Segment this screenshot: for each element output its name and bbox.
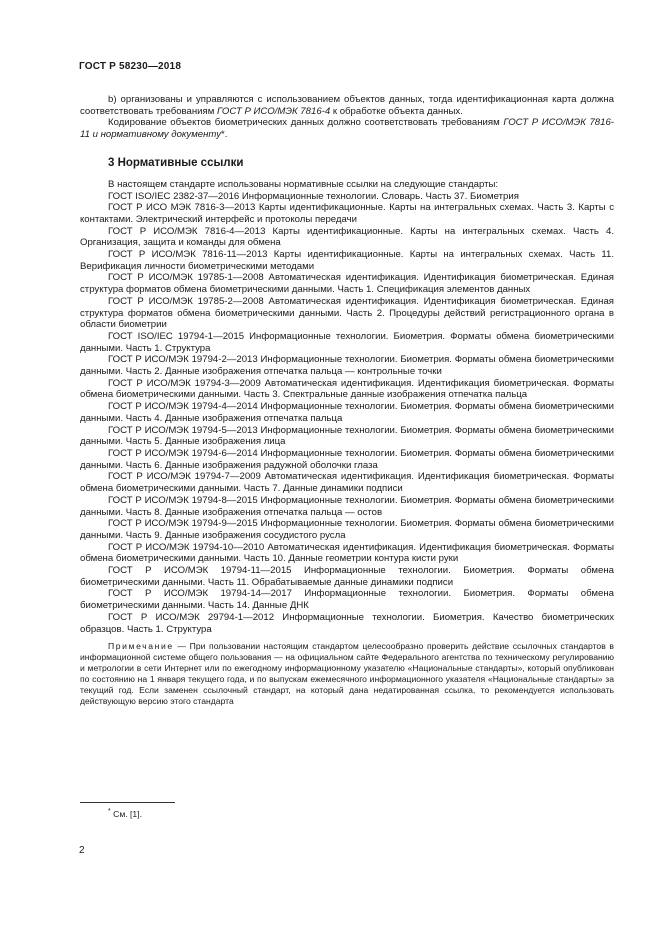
standard-reference: ГОСТ Р ИСО/МЭК 7816-4 — [216, 105, 331, 117]
reference-item: ГОСТ Р ИСО/МЭК 19785-2—2008 Автоматическая идентификация. Идентификация биометрическая. Единая структура форматов обмена биометрическими данными. Часть 2. Процедуры действий регистрационного органа в области биометрии — [80, 295, 614, 331]
note-text: — При пользовании настоящим стандартом целесообразно проверить действие ссылочных стандартов в информационной системе общего пользования — на официальном сайте Федерального агентства по техническому регулированию и метрологии в сети Интернет или по ежегодному информационному указателю «Национальные стандарты», который опубликован по состоянию на 1 января текущего года, и по выпускам ежемесячного информационного указателя «Национальные стандарты» за текущий год. Если заменен ссылочный стандарт, на который дана недатированная ссылка, то рекомендуется использовать действующую версию этого стандарта — [80, 641, 614, 706]
reference-item: ГОСТ Р ИСО/МЭК 29794-1—2012 Информационные технологии. Биометрия. Качество биометрических образцов. Часть 1. Структура — [80, 611, 614, 635]
reference-item: ГОСТ Р ИСО/МЭК 19794-7—2009 Автоматическая идентификация. Идентификация биометрическая. Форматы обмена биометрическими данными. Часть 7. Данные динамики подписи — [80, 471, 614, 495]
intro-text: к обработке объекта данных. — [330, 105, 463, 117]
reference-item: ГОСТ Р ИСО/МЭК 19794-5—2013 Информационные технологии. Биометрия. Форматы обмена биометрическими данными. Часть 5. Данные изображения лица — [80, 424, 614, 448]
reference-item: ГОСТ Р ИСО/МЭК 19794-14—2017 Информационные технологии. Биометрия. Форматы обмена биометрическими данными. Часть 14. Данные ДНК — [80, 588, 614, 612]
document-header: ГОСТ Р 58230—2018 — [79, 61, 182, 72]
intro-paragraph-2 — [80, 117, 614, 140]
footnote-divider — [80, 802, 175, 803]
note — [80, 641, 614, 706]
page-number: 2 — [79, 845, 85, 856]
reference-item: ГОСТ Р ИСО/МЭК 19794-2—2013 Информационные технологии. Биометрия. Форматы обмена биометрическими данными. Часть 2. Данные изображения отпечатка пальца — контрольные точки — [80, 354, 614, 378]
main-content — [80, 94, 614, 707]
reference-item: ГОСТ Р ИСО МЭК 7816-3—2013 Карты идентификационные. Карты на интегральных схемах. Часть 3. Карты с контактами. Электрический интерфейс и протоколы передачи — [80, 202, 614, 225]
intro-text: Кодирование объектов биометрических данных должно соответствовать требованиям — [108, 117, 504, 129]
reference-item: ГОСТ Р ИСО/МЭК 7816-4—2013 Карты идентификационные. Карты на интегральных схемах. Часть 4. Организация, защита и команды для обмена — [80, 225, 614, 249]
reference-item: ГОСТ Р ИСО/МЭК 19794-8—2015 Информационные технологии. Биометрия. Форматы обмена биометрическими данными. Часть 8. Данные изображения отпечатка пальца — остов — [80, 494, 614, 518]
standard-reference: ГОСТ Р ИСО/МЭК 7816-11 и нормативному документу — [80, 117, 614, 141]
reference-item: ГОСТ ISO/IEC 2382-37—2016 Информационные технологии. Словарь. Часть 37. Биометрия — [108, 190, 519, 202]
intro-text: b) организованы и управляются с использованием объектов данных, тогда идентификационная карта должна соответствовать требованиям — [80, 94, 614, 117]
reference-item: ГОСТ Р ИСО/МЭК 19794-10—2010 Автоматическая идентификация. Идентификация биометрическая. Форматы обмена биометрическими данными. Часть 10. Данные геометрии контура кисти руки — [80, 541, 614, 565]
intro-paragraph-1 — [80, 94, 614, 117]
reference-item: ГОСТ Р ИСО/МЭК 19794-11—2015 Информационные технологии. Биометрия. Форматы обмена биометрическими данными. Часть 11. Обрабатываемые данные динамики подписи — [80, 565, 614, 588]
reference-item: ГОСТ ISO/IEC 19794-1—2015 Информационные технологии. Биометрия. Форматы обмена биометрическими данными. Часть 1. Структура — [80, 330, 614, 354]
footnote — [108, 808, 142, 819]
footnote-marker: * — [221, 129, 225, 141]
footnote-marker: * — [108, 808, 111, 815]
intro-text: . — [224, 129, 228, 141]
section-lead: В настоящем стандарте использованы нормативные ссылки на следующие стандарты: — [108, 178, 499, 190]
reference-list — [80, 191, 614, 636]
reference-item: ГОСТ Р ИСО/МЭК 19794-4—2014 Информационные технологии. Биометрия. Форматы обмена биометрическими данными. Часть 4. Данные изображения отпечатка пальца — [80, 401, 614, 424]
footnote-text: См. [1]. — [110, 808, 142, 819]
reference-item: ГОСТ Р ИСО/МЭК 19785-1—2008 Автоматическая идентификация. Идентификация биометрическая. Единая структура форматов обмена биометрическими данными. Часть 1. Спецификация элементов данных — [80, 272, 614, 296]
section-title: 3 Нормативные ссылки — [108, 156, 244, 169]
reference-item: ГОСТ Р ИСО/МЭК 19794-3—2009 Автоматическая идентификация. Идентификация биометрическая. Форматы обмена биометрическими данными. Часть 3. Спектральные данные изображения отпечатка пальца — [80, 377, 614, 401]
reference-item: ГОСТ Р ИСО/МЭК 7816-11—2013 Карты идентификационные. Карты на интегральных схемах. Часть 11. Верификация личности биометрическими методами — [80, 249, 614, 272]
note-label: Примечание — [108, 641, 174, 652]
reference-item: ГОСТ Р ИСО/МЭК 19794-6—2014 Информационные технологии. Биометрия. Форматы обмена биометрическими данными. Часть 6. Данные изображения радужной оболочки глаза — [80, 447, 614, 471]
reference-item: ГОСТ Р ИСО/МЭК 19794-9—2015 Информационные технологии. Биометрия. Форматы обмена биометрическими данными. Часть 9. Данные изображения сосудистого русла — [80, 518, 614, 541]
